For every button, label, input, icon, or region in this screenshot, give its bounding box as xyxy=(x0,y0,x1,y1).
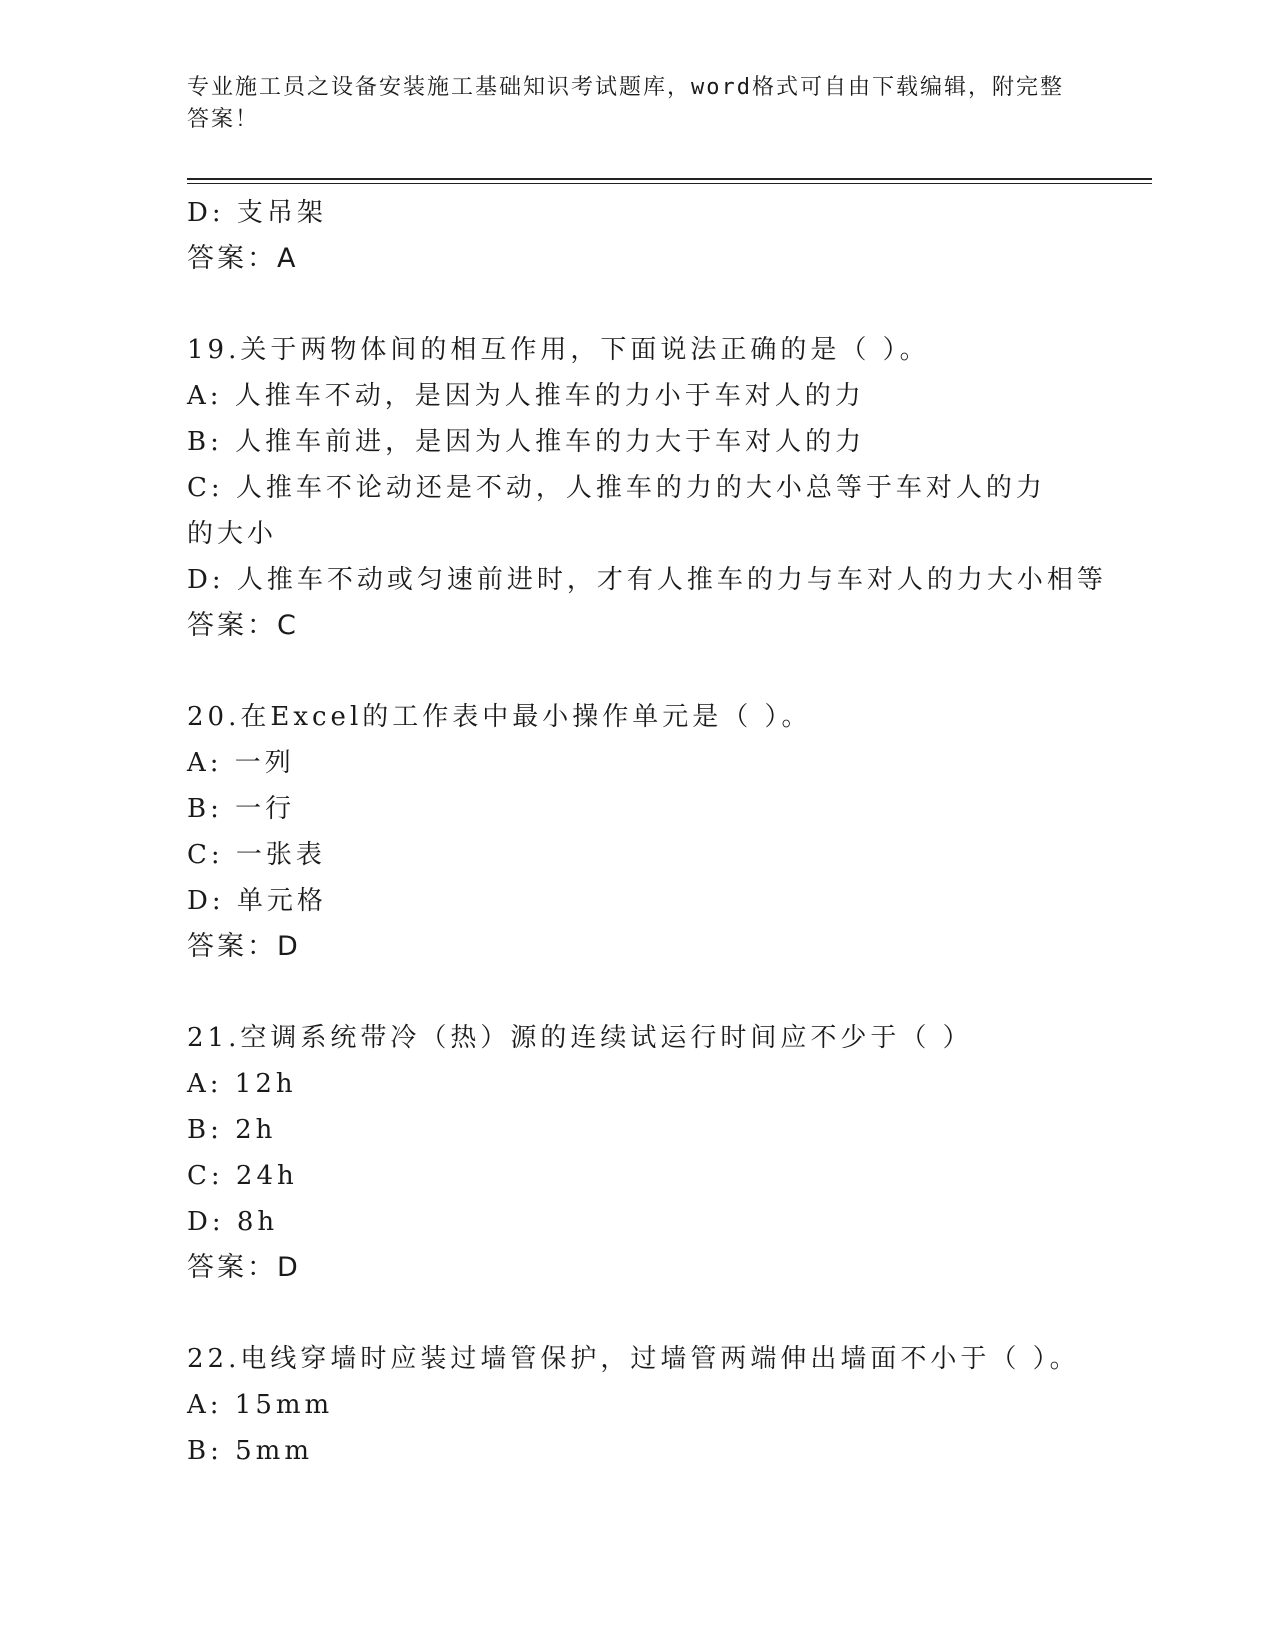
option-b: B: 一行 xyxy=(187,794,296,824)
option-b: B: 5mm xyxy=(187,1436,313,1466)
option-d: D: 8h xyxy=(187,1207,279,1237)
option-c: C: 一张表 xyxy=(187,840,326,870)
option-d: D: 单元格 xyxy=(187,886,327,916)
option-d: D: 支吊架 xyxy=(187,198,327,228)
spacer xyxy=(187,970,1087,1015)
answer-line: 答案：D xyxy=(187,931,301,962)
option-a: A: 12h xyxy=(187,1069,297,1099)
option-c: C: 24h xyxy=(187,1161,298,1191)
answer-line: 答案：A xyxy=(187,243,299,274)
question-18-tail xyxy=(187,190,1087,282)
question-stem: 19.关于两物体间的相互作用，下面说法正确的是（ ）。 xyxy=(187,335,930,365)
spacer xyxy=(187,282,1087,327)
question-stem: 21.空调系统带冷（热）源的连续试运行时间应不少于（ ） xyxy=(187,1023,973,1053)
option-d: D: 人推车不动或匀速前进时，才有人推车的力与车对人的力大小相等 xyxy=(187,565,1107,595)
option-b: B: 2h xyxy=(187,1115,277,1145)
option-c: C: 人推车不论动还是不动，人推车的力的大小总等于车对人的力的大小 xyxy=(187,473,1046,549)
question-22 xyxy=(187,1336,1087,1474)
question-stem: 20.在Excel的工作表中最小操作单元是（ ）。 xyxy=(187,702,812,732)
spacer xyxy=(187,1291,1087,1336)
question-stem: 22.电线穿墙时应装过墙管保护，过墙管两端伸出墙面不小于（ ）。 xyxy=(187,1344,1080,1374)
question-19 xyxy=(187,327,1107,649)
question-21 xyxy=(187,1015,1087,1291)
question-list xyxy=(187,190,1107,1474)
question-20 xyxy=(187,694,1087,970)
answer-line: 答案：D xyxy=(187,1252,301,1283)
option-b: B: 人推车前进，是因为人推车的力大于车对人的力 xyxy=(187,427,866,457)
answer-line: 答案：C xyxy=(187,610,299,641)
header-rule-thick xyxy=(187,178,1152,180)
spacer xyxy=(187,649,1087,694)
option-a: A: 人推车不动，是因为人推车的力小于车对人的力 xyxy=(187,381,865,411)
header-rule-thin xyxy=(187,183,1152,184)
option-a: A: 一列 xyxy=(187,748,295,778)
option-a: A: 15mm xyxy=(187,1390,334,1420)
document-header: 专业施工员之设备安装施工基础知识考试题库，word格式可自由下载编辑，附完整答案！ xyxy=(187,75,1064,132)
